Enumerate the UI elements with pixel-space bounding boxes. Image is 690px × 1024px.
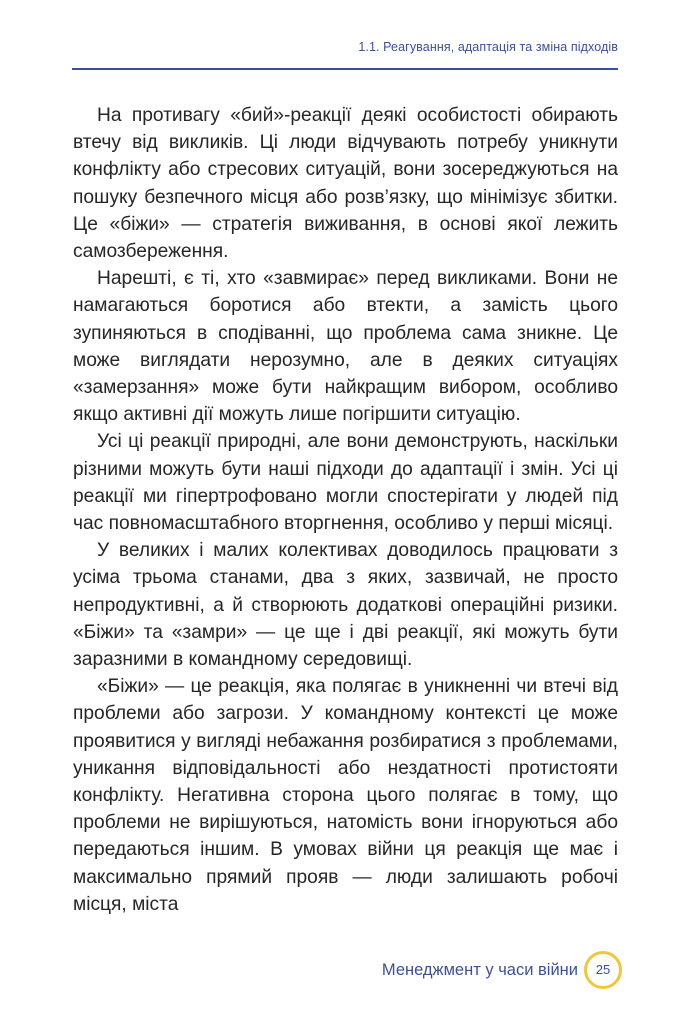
footer-book-title: Менеджмент у часи війни [381, 961, 578, 979]
paragraph: Нарешті, є ті, хто «завмирає» перед викликами. Вони не намагаються боротися або втекти, а замість цього зупиняються в сподіванні, що проблема сама зникне. Це може виглядати нерозумно, але в деяких ситуаціях «замерзання» може бути найкращим вибором, особливо якщо активні дії можуть лише погіршити ситуацію. [73, 268, 618, 426]
paragraph: У великих і малих колективах доводилось працювати з усіма трьома станами, два з яких, зазвичай, не просто непродуктивні, а й створюють додаткові операційні ризики. «Біжи» та «замри» — це ще і дві реакції, які можуть бути заразними в командному середовищі. [73, 540, 618, 671]
header-divider [72, 68, 618, 70]
page-number: 25 [595, 962, 611, 977]
paragraph: Усі ці реакції природні, але вони демонструють, наскільки різними можуть бути наші підходи до адаптації і змін. Усі ці реакції ми гіпертрофовано могли спостерігати у людей під час повномасштабного вторгнення, особливо у перші місяці. [73, 431, 618, 535]
running-header: 1.1. Реагування, адаптація та зміна підходів [358, 40, 618, 54]
paragraph: «Біжи» — це реакція, яка полягає в уникненні чи втечі від проблеми або загрози. У командному контексті це може проявитися у вигляді небажання розбиратися з проблемами, уникання відповідальності або нездатності протистояти конфлікту. Негативна сторона цього полягає в тому, що проблеми не вирішуються, натомість вони ігноруються або передаються іншим. В умовах війни ця реакція ще має і максимально прямий прояв — люди залишають робочі місця, міста [73, 676, 618, 915]
paragraph: На противагу «бий»-реакції деякі особистості обирають втечу від викликів. Ці люди відчувають потребу уникнути конфлікту або стресових ситуацій, вони зосереджуються на пошуку безпечного місця або розв’язку, що мінімізує збитки. Це «біжи» — стратегія виживання, в основі якої лежить самозбереження. [73, 105, 618, 263]
body-text [73, 102, 618, 918]
